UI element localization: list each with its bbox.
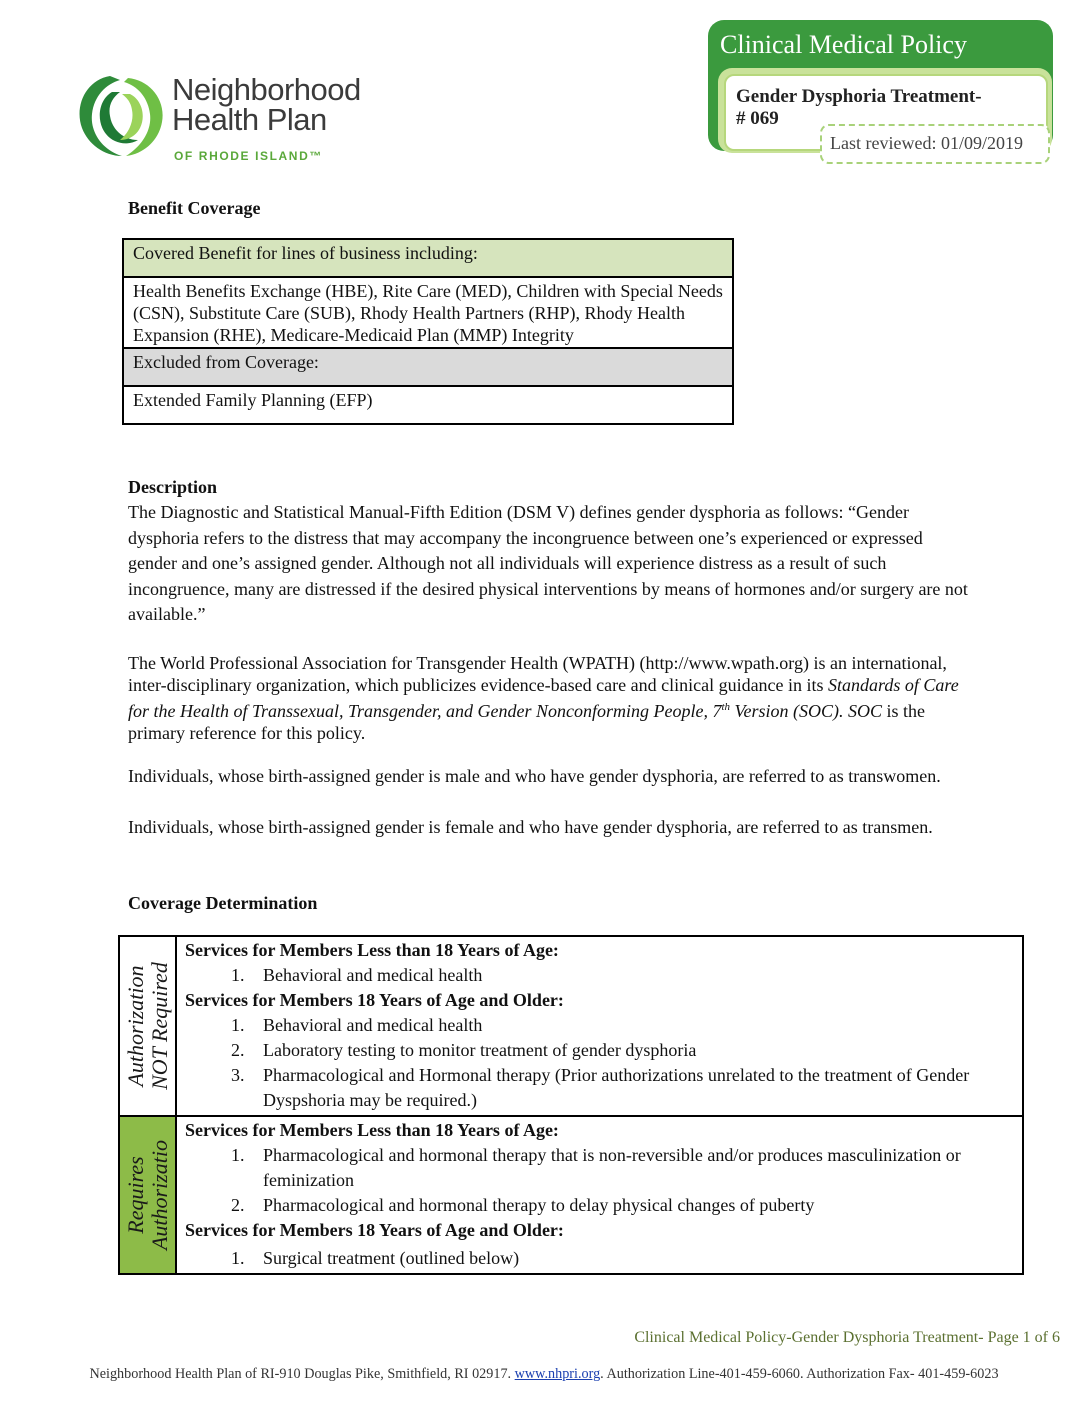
auth-not-required-line2: NOT Required (146, 962, 172, 1090)
auth-not-required-content (176, 936, 1023, 1116)
footer-address-text: Neighborhood Health Plan of RI-910 Douglas Pike, Smithfield, RI 02917. (89, 1366, 515, 1382)
description-heading: Description (128, 477, 217, 497)
website-link[interactable]: www.nhpri.org (514, 1366, 601, 1382)
list-item: 1. Surgical treatment (outlined below) (249, 1246, 1014, 1271)
benefit-table (122, 238, 734, 425)
requires-auth-label (119, 1116, 176, 1274)
covered-benefit-lines: Health Benefits Exchange (HBE), Rite Care (MED), Children with Special Needs (CSN), Substitute Care (SUB), Rhody Health Partners (RHP), Rhody Health Expansion (RHE), Medicare-Medicaid Plan (MMP) Integrity (123, 277, 733, 348)
list-item: 1. Pharmacological and hormonal therapy that is non-reversible and/or produces masculinization or feminization (249, 1143, 1014, 1193)
under18-heading: Services for Members Less than 18 Years of Age: (185, 940, 559, 960)
coverage-table (118, 935, 1024, 1275)
over18-heading: Services for Members 18 Years of Age and Older: (185, 1220, 564, 1240)
excluded-lines: Extended Family Planning (EFP) (123, 386, 733, 424)
logo-name (172, 72, 361, 137)
list-item: 2. Laboratory testing to monitor treatment of gender dysphoria (249, 1038, 1014, 1063)
list-item: 1. Behavioral and medical health (249, 963, 1014, 988)
auth-not-required-label (119, 936, 176, 1116)
policy-number: # 069 (736, 108, 779, 129)
excluded-header: Excluded from Coverage: (123, 348, 733, 386)
auth-not-required-line1: Authorization (122, 965, 148, 1087)
under18-heading: Services for Members Less than 18 Years of Age: (185, 1120, 559, 1140)
logo-swirl-icon (72, 70, 170, 162)
description-paragraph-2 (128, 652, 968, 744)
requires-auth-line1: Requires (122, 1156, 148, 1234)
nhp-logo (72, 70, 392, 165)
logo-line2: Health Plan (172, 102, 327, 137)
p2-text-end: is the primary reference for this policy. (128, 701, 926, 743)
logo-subtitle: OF RHODE ISLAND™ (174, 149, 323, 163)
last-reviewed-badge: Last reviewed: 01/09/2019 (820, 124, 1050, 164)
description-paragraph-4: Individuals, whose birth-assigned gender is female and who have gender dysphoria, are referred to as transmen. (128, 817, 933, 837)
soc-title-end: Version (SOC). SOC (730, 701, 883, 721)
footer-contact-text: . Authorization Line-401-459-6060. Authorization Fax- 401-459-6023 (600, 1366, 999, 1382)
logo-line1: Neighborhood (172, 72, 361, 107)
coverage-determination-heading: Coverage Determination (128, 893, 318, 913)
list-item: 1. Behavioral and medical health (249, 1013, 1014, 1038)
requires-auth-content (176, 1116, 1023, 1274)
list-item: 2. Pharmacological and hormonal therapy to delay physical changes of puberty (249, 1193, 1014, 1218)
soc-title: Standards of Care for the Health of Transsexual, Transgender, and Gender Nonconforming People, 7 (128, 675, 959, 721)
requires-auth-line2: Authorizatio (146, 1139, 172, 1251)
benefit-coverage-heading: Benefit Coverage (128, 198, 261, 218)
policy-name-line1: Gender Dysphoria Treatment- (736, 86, 982, 107)
over18-heading: Services for Members 18 Years of Age and Older: (185, 990, 564, 1010)
footer-address (0, 1366, 1088, 1383)
p2-text: The World Professional Association for Transgender Health (WPATH) (http://www.wpath.org) is an international, inter-disciplinary organization, which publicizes evidence-based care and clinical guidance in its (128, 653, 947, 695)
policy-header: Clinical Medical Policy (720, 30, 967, 59)
description-paragraph-3: Individuals, whose birth-assigned gender is male and who have gender dysphoria, are referred to as transwomen. (128, 766, 941, 786)
list-item: 3. Pharmacological and Hormonal therapy (Prior authorizations unrelated to the treatment of Gender Dyspshoria may be required.) (249, 1063, 1014, 1113)
soc-edition-sup: th (721, 701, 731, 713)
covered-benefit-header: Covered Benefit for lines of business including: (123, 239, 733, 277)
footer-page-label: Clinical Medical Policy-Gender Dysphoria Treatment- Page 1 of 6 (634, 1329, 1060, 1346)
description-paragraph-1: The Diagnostic and Statistical Manual-Fifth Edition (DSM V) defines gender dysphoria as follows: “Gender dysphoria refers to the distress that may accompany the incongruence between one’s experienced or expressed gender and one’s assigned gender. Although not all individuals will experience distress as a result of such incongruence, many are distressed if the desired physical interventions by means of hormones and/or surgery are not available.” (128, 502, 968, 624)
